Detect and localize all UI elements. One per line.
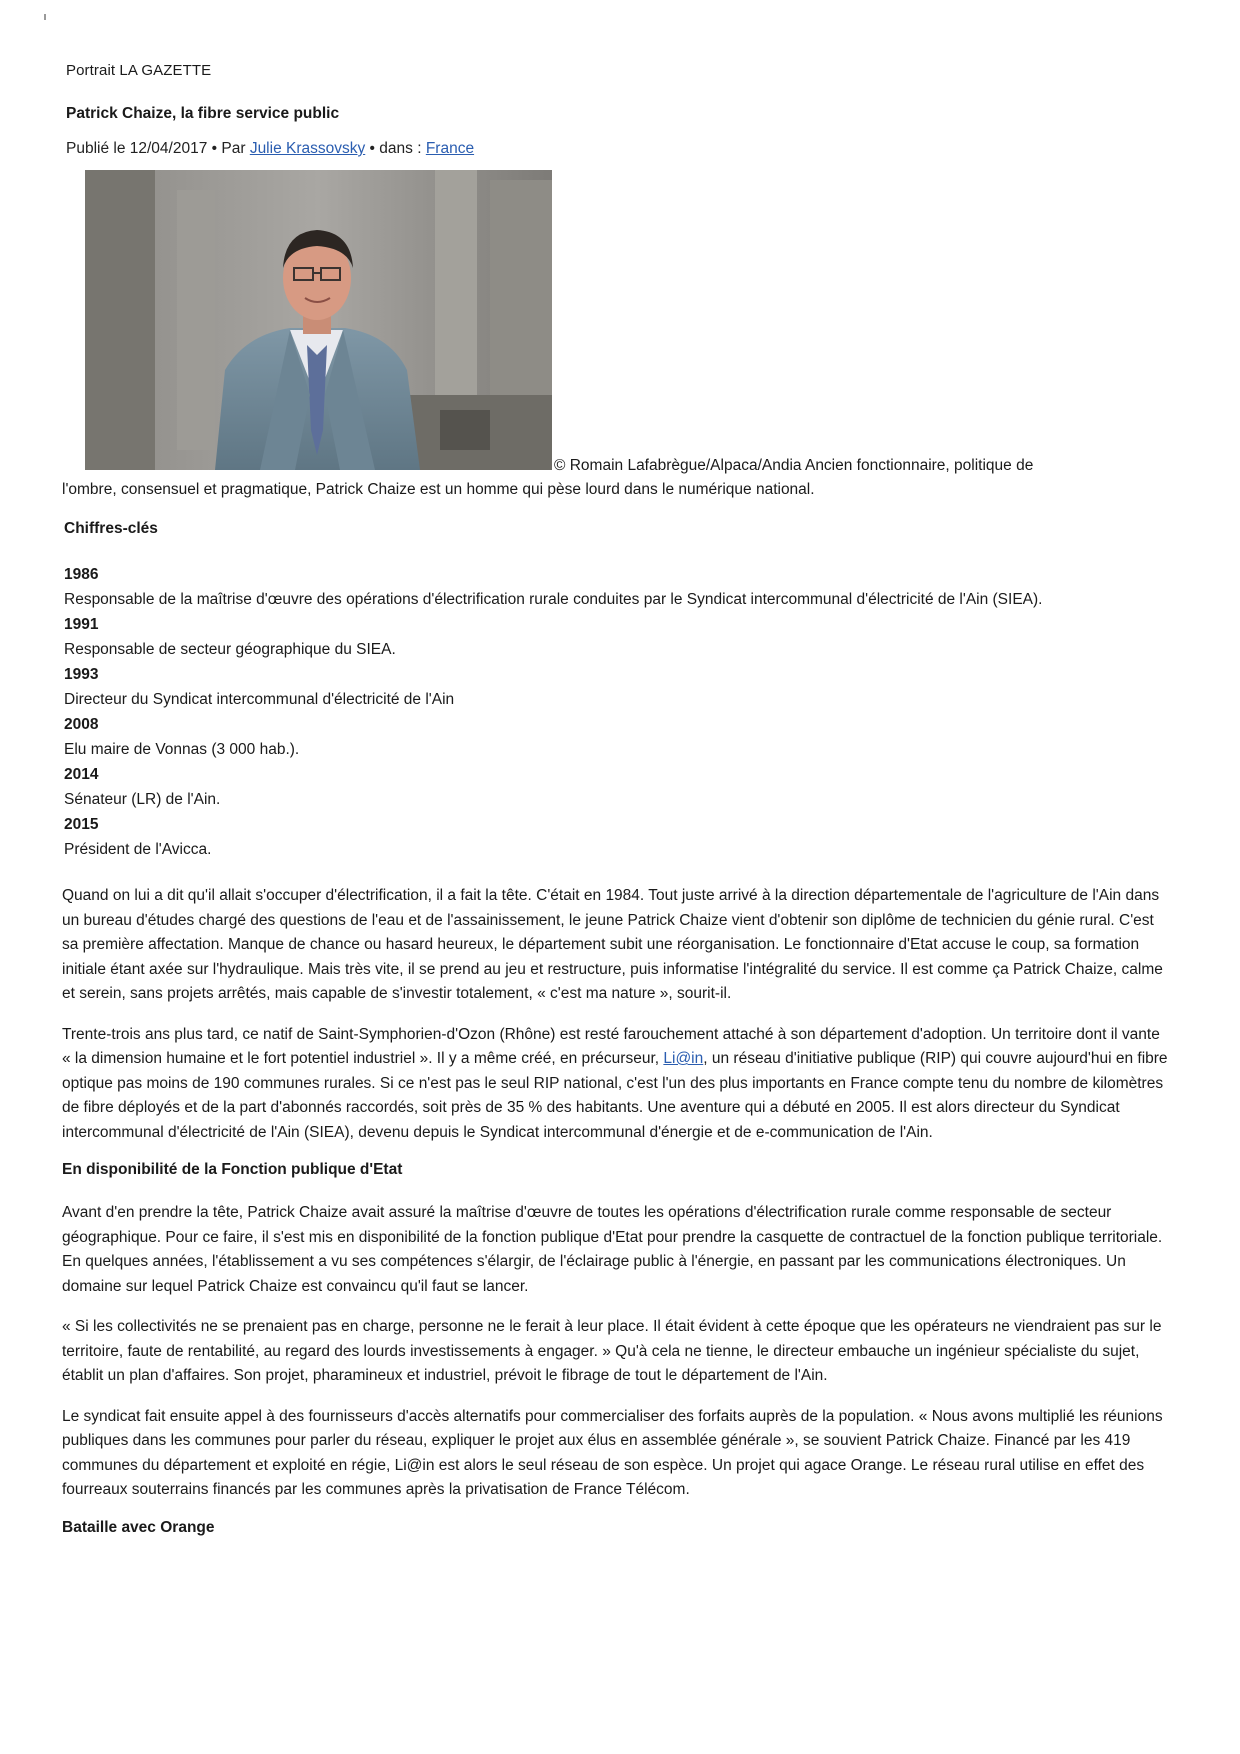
photo-block bbox=[85, 170, 1145, 470]
kicker: Portrait LA GAZETTE bbox=[66, 62, 212, 79]
liain-link[interactable]: Li@in bbox=[663, 1050, 704, 1067]
paragraph-4: « Si les collectivités ne se prenaient pas en charge, personne ne le ferait à leur place. Il était évident à cette époque que les opérateurs ne viendraient pas sur le territoire, faute de rentabilité, au regard des lourds investissements à engager. » Qu'à cela ne tienne, le directeur embauche un ingénieur spécialiste du sujet, établit un plan d'affaires. Son projet, pharamineux et industriel, prévoit le fibrage de tout le département de l'Ain. bbox=[62, 1318, 1162, 1384]
timeline-year: 2015 bbox=[64, 816, 99, 833]
byline-prefix: Publié le 12/04/2017 • Par bbox=[66, 140, 250, 157]
timeline-text: Responsable de la maîtrise d'œuvre des opérations d'électrification rurale conduites par le Syndicat intercommunal d'électricité de l'Ain (SIEA). bbox=[64, 591, 1043, 608]
timeline-text: Directeur du Syndicat intercommunal d'électricité de l'Ain bbox=[64, 691, 455, 708]
photo-caption bbox=[62, 454, 1172, 502]
paragraph-2-after-link: , un réseau d'initiative publique (RIP) qui couvre aujourd'hui en fibre optique pas moins de 190 communes rurales. Si ce n'est pas le seul RIP national, c'est l'un des plus importants en France compte tenu du nombre de kilomètres de fibre déployés et de la part d'abonnés raccordés, soit près de 35 % des habitants. Une aventure qui a débuté en 2005. Il est alors directeur du Syndicat intercommunal d'électricité de l'Ain (SIEA), devenu depuis le Syndicat intercommunal d'énergie et de e-communication de l'Ain. bbox=[62, 1050, 1168, 1141]
article-page bbox=[62, 62, 1172, 1559]
subheading-bataille: Bataille avec Orange bbox=[62, 1518, 215, 1536]
timeline-year: 2014 bbox=[64, 766, 99, 783]
paragraph-3: Avant d'en prendre la tête, Patrick Chaize avait assuré la maîtrise d'œuvre de toutes les opérations d'électrification rurale comme responsable de secteur géographique. Pour ce faire, il s'est mis en disponibilité de la fonction publique d'Etat pour prendre la casquette de contractuel de la fonction publique territoriale. En quelques années, l'établissement a vu ses compétences s'élargir, de l'éclairage public à l'énergie, en passant par les communications électroniques. Un domaine sur lequel Patrick Chaize est convaincu qu'il faut se lancer. bbox=[62, 1204, 1163, 1295]
paragraph-2-before-link: Trente-trois ans plus tard, ce natif de Saint-Symphorien-d'Ozon (Rhône) est resté farouchement attaché à son département d'adoption. Un territoire dont il vante « la dimension humaine et le fort potentiel industriel ». Il y a même créé, en précurseur, bbox=[62, 1025, 1160, 1067]
timeline-text: Elu maire de Vonnas (3 000 hab.). bbox=[64, 741, 300, 758]
caption-credit-line: © Romain Lafabrègue/Alpaca/Andia Ancien fonctionnaire, politique de bbox=[554, 457, 1034, 474]
article-title: Patrick Chaize, la fibre service public bbox=[66, 105, 340, 122]
timeline-text: Président de l'Avicca. bbox=[64, 841, 212, 858]
paragraph-5: Le syndicat fait ensuite appel à des fournisseurs d'accès alternatifs pour commercialiser des forfaits auprès de la population. « Nous avons multiplié les réunions publiques dans les communes pour parler du réseau, expliquer le projet aux élus en assemblée générale », se souvient Patrick Chaize. Financé par les 419 communes du département et exploité en régie, Li@in est alors le seul réseau de son espèce. Un projet qui agace Orange. Le réseau rural utilise en effet des fourreaux souterrains financés par les communes après la privatisation de France Télécom. bbox=[62, 1407, 1163, 1498]
subheading-disponibilite: En disponibilité de la Fonction publique d'Etat bbox=[62, 1161, 403, 1178]
timeline-year: 1991 bbox=[64, 616, 99, 633]
timeline-year: 1993 bbox=[64, 666, 99, 683]
key-figures-timeline bbox=[64, 562, 1172, 862]
timeline-year: 1986 bbox=[64, 566, 99, 583]
category-link[interactable]: France bbox=[425, 140, 475, 157]
scan-mark bbox=[44, 14, 46, 20]
timeline-year: 2008 bbox=[64, 716, 99, 733]
byline bbox=[66, 140, 1172, 158]
caption-rest: l'ombre, consensuel et pragmatique, Patrick Chaize est un homme qui pèse lourd dans le numérique national. bbox=[62, 481, 815, 498]
byline-mid: • dans : bbox=[365, 140, 426, 157]
author-link[interactable]: Julie Krassovsky bbox=[249, 140, 366, 157]
portrait-photo bbox=[85, 170, 552, 470]
key-figures-title: Chiffres-clés bbox=[64, 520, 158, 537]
timeline-text: Sénateur (LR) de l'Ain. bbox=[64, 791, 221, 808]
timeline-text: Responsable de secteur géographique du SIEA. bbox=[64, 641, 396, 658]
paragraph-1: Quand on lui a dit qu'il allait s'occuper d'électrification, il a fait la tête. C'était en 1984. Tout juste arrivé à la direction départementale de l'agriculture de l'Ain dans un bureau d'études chargé des questions de l'eau et de l'assainissement, le jeune Patrick Chaize vient d'obtenir son diplôme de technicien du génie rural. C'est sa première affectation. Manque de chance ou hasard heureux, le département subit une réorganisation. Le fonctionnaire d'Etat accuse le coup, sa formation initiale étant axée sur l'hydraulique. Mais très vite, il se prend au jeu et restructure, puis informatise l'intégralité du service. Il est comme ça Patrick Chaize, calme et serein, sans projets arrêtés, mais capable de s'investir totalement, « c'est ma nature », sourit-il. bbox=[62, 887, 1163, 1002]
paragraph-2 bbox=[62, 1023, 1172, 1146]
